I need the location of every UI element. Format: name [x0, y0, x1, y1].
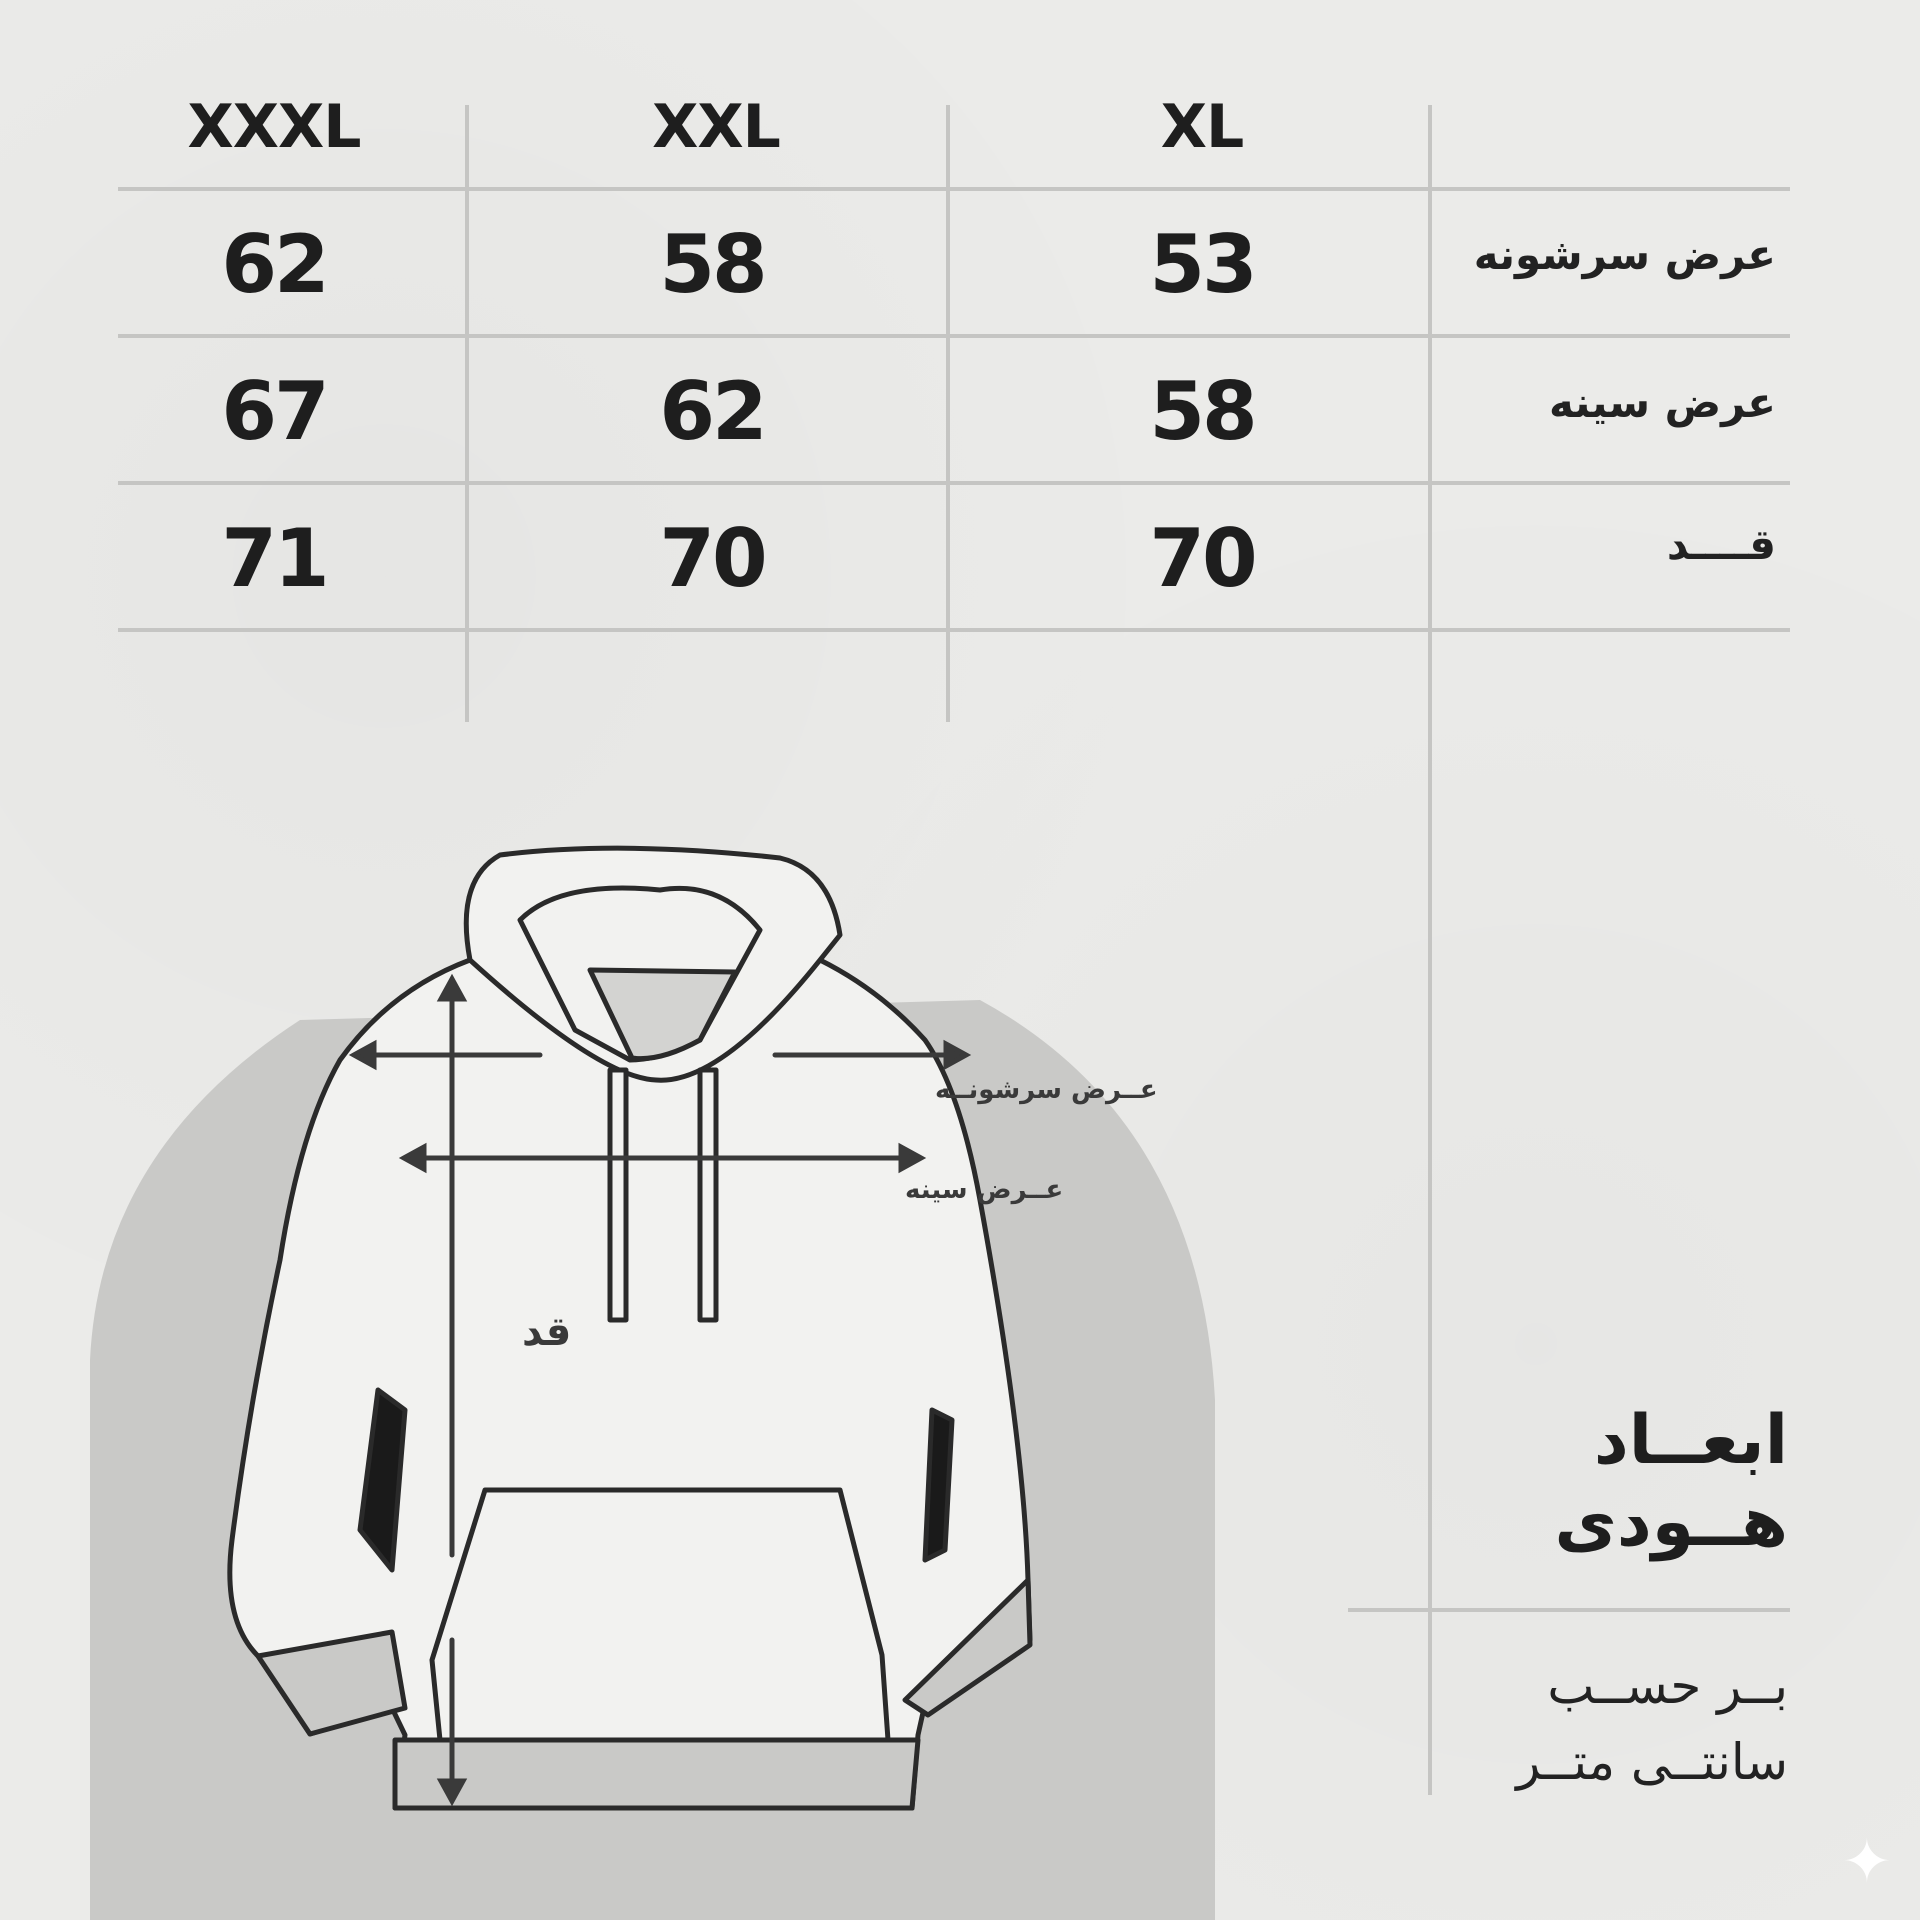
cell-value: 70 [1149, 512, 1255, 605]
unit-caption-line-2: سانتــی متــر [1516, 1733, 1788, 1791]
length-label: قد [522, 1309, 572, 1355]
cell-value: 70 [659, 512, 765, 605]
chest-width-label: عــرض سینه [905, 1175, 1064, 1205]
kangaroo-pocket [432, 1490, 888, 1740]
column-header-xl: XL [1160, 92, 1244, 162]
cell-value: 58 [1149, 365, 1255, 458]
shoulder-width-label: عــرض سرشونــه [935, 1075, 1158, 1105]
sparkle-icon: ✦ [1841, 1827, 1892, 1897]
cell-value: 62 [659, 365, 765, 458]
row-label-length: قــــد [1666, 520, 1776, 569]
cell-value: 62 [221, 218, 327, 311]
title-line-2: هــودی [1554, 1483, 1788, 1562]
title-line-1: ابعــاد [1593, 1401, 1788, 1480]
cell-value: 71 [221, 512, 327, 605]
column-header-xxl: XXL [652, 92, 780, 162]
row-label-chest-width: عرض سینه [1548, 378, 1776, 427]
cell-value: 53 [1149, 218, 1255, 311]
cell-value: 67 [221, 365, 327, 458]
column-header-xxxl: XXXL [187, 92, 361, 162]
hem-band [395, 1740, 918, 1808]
side-shadow-right [925, 1410, 952, 1560]
unit-caption-line-1: بــر حســب [1547, 1657, 1788, 1715]
drawstring-right [700, 1070, 716, 1320]
cell-value: 58 [659, 218, 765, 311]
row-label-shoulder-width: عرض سرشونه [1473, 230, 1776, 279]
drawstring-left [610, 1070, 626, 1320]
